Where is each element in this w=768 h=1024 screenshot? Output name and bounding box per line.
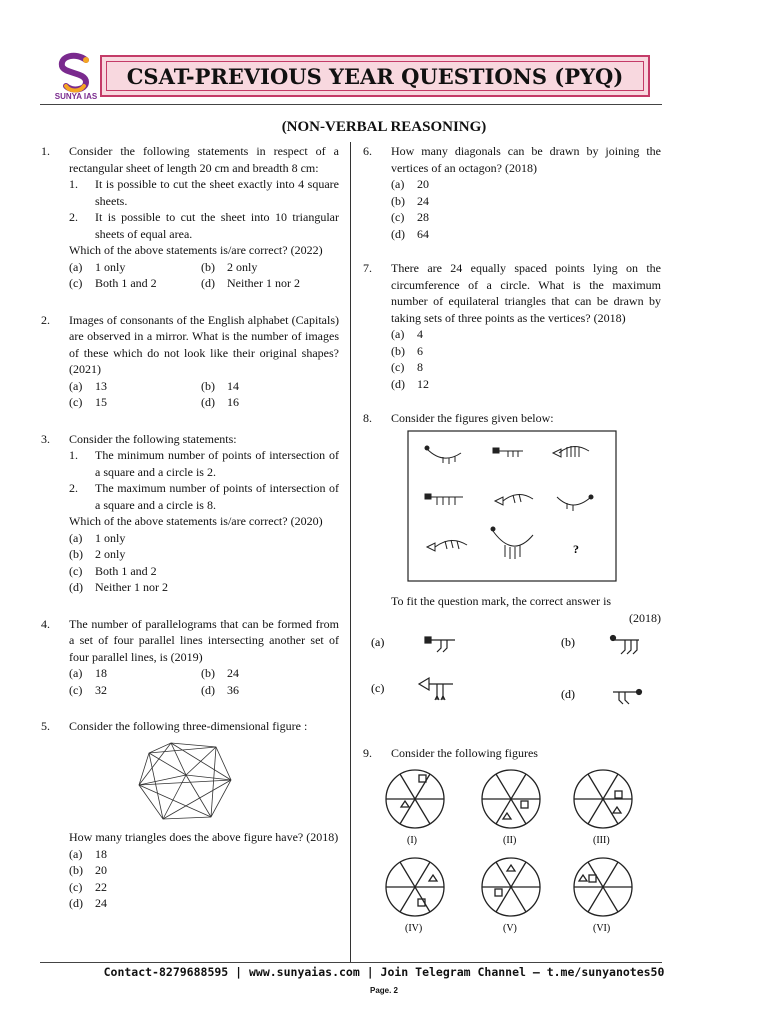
option-c: Both 1 and 2 <box>95 276 157 290</box>
figure-label: (IV) <box>405 923 423 934</box>
question-ask: To fit the question mark, the correct answer is <box>391 594 612 608</box>
figure-label: (I) <box>407 835 417 846</box>
question-text: The number of parallelograms that can be formed from a set of four parallel lines intersecting another set of four parallel lines, is (2019) <box>69 616 339 664</box>
figure-label: (VI) <box>593 923 611 934</box>
footer-contact: Contact-8279688595 | www.sunyaias.com | Join Telegram Channel – t.me/sunyanotes50 <box>103 965 665 979</box>
question-4: 4. The number of parallelograms that can be formed from a set of four parallel lines intersecting another set of four parallel lines, is (2019) (a) 18 (b) 24 (c) 32 (d) 36 <box>41 616 339 697</box>
statement-1: 1. The minimum number of points of intersection of a square and a circle is 2. <box>69 448 339 479</box>
answer-label-c: (c) <box>371 681 385 695</box>
option-b: 20 <box>95 863 107 877</box>
left-column <box>41 143 339 926</box>
circle-figures <box>363 761 661 941</box>
options-row: (a) 1 only (b) 2 only <box>69 259 258 274</box>
option-b: 24 <box>417 193 429 208</box>
question-number: 1. <box>41 144 50 158</box>
option-d: 12 <box>417 376 429 391</box>
question-1 <box>41 143 339 292</box>
question-text: There are 24 equally spaced points lying on the circumference of a circle. What is the maximum number of equilateral triangles that can be drawn by taking sets of three points as the vertices? (2018) <box>391 261 661 325</box>
option-a: 20 <box>417 177 429 191</box>
option-a: 18 <box>95 666 107 680</box>
option-a: 1 only <box>95 530 126 545</box>
option-d: Neither 1 nor 2 <box>95 580 168 594</box>
logo-text: SUNYA IAS <box>54 92 98 101</box>
statement-2: 2. It is possible to cut the sheet into 10 triangular sheets of equal area. <box>69 210 339 241</box>
answer-label-a: (a) <box>371 635 385 649</box>
option-b: 2 only <box>95 547 126 561</box>
option-c: 15 <box>95 395 107 409</box>
answer-label-d: (d) <box>561 687 575 701</box>
option-c: 32 <box>95 682 107 697</box>
right-column <box>363 143 661 960</box>
icosahedron-figure <box>41 735 339 825</box>
option-a: 4 <box>417 327 423 341</box>
figure-grid <box>363 427 661 589</box>
option-b: 6 <box>417 343 423 358</box>
question-ask: How many triangles does the above figure have? (2018) <box>69 830 339 844</box>
option-d: Neither 1 nor 2 <box>227 276 300 290</box>
option-d: 36 <box>227 682 239 697</box>
question-text: Consider the figures given below: <box>391 411 554 425</box>
footer-divider <box>40 962 662 963</box>
question-9: 9. Consider the following figures (I) (II) (III) (IV) (V) (VI) <box>363 745 661 946</box>
statement-2: 2. The maximum number of points of intersection of a square and a circle is 8. <box>69 481 339 512</box>
option-b: 14 <box>227 378 239 393</box>
page-number: Page. 2 <box>369 986 398 995</box>
section-title: (NON-VERBAL REASONING) <box>281 119 487 135</box>
option-c: 22 <box>95 879 107 894</box>
option-a: 18 <box>95 846 107 861</box>
question-text: Consider the following statements: <box>69 431 237 446</box>
question-text: Consider the following three-dimensional figure : <box>69 719 308 733</box>
option-a: 1 only <box>95 259 126 274</box>
option-c: 8 <box>417 360 423 374</box>
statement-1: 1. It is possible to cut the sheet exactly into 4 square sheets. <box>69 177 339 208</box>
question-text: Consider the following figures <box>391 745 538 760</box>
page-title: CSAT-PREVIOUS YEAR QUESTIONS (PYQ) <box>106 61 644 91</box>
option-c: 28 <box>417 210 429 224</box>
option-d: 24 <box>95 896 107 910</box>
figure-label: (V) <box>503 923 517 934</box>
figure-label: (II) <box>503 835 517 846</box>
question-2: 2. Images of consonants of the English alphabet (Capitals) are observed in a mirror. What is the number of images of these which do not look like their original shapes? (2021) (a) 13 (b) 14 (c) 15 (d) 16 <box>41 312 339 409</box>
option-b: 24 <box>227 666 239 680</box>
options-row: (c) Both 1 and 2 (d) Neither 1 nor 2 <box>69 276 300 290</box>
page-header <box>40 50 660 106</box>
answer-figures <box>363 626 661 726</box>
question-year: (2018) <box>629 610 661 625</box>
option-c: Both 1 and 2 <box>95 563 157 578</box>
column-divider <box>350 142 351 962</box>
question-text: How many diagonals can be drawn by joining the vertices of an octagon? (2018) <box>391 144 661 175</box>
question-5: 5. Consider the following three-dimensional figure : How many triangles does the above figure have? (2018) (a) 18 (b) 20 (c) 22 (d) 24 <box>41 719 339 910</box>
question-ask: Which of the above statements is/are correct? (2020) <box>69 514 323 528</box>
question-ask: Which of the above statements is/are correct? (2022) <box>69 243 323 257</box>
option-b: 2 only <box>227 259 258 274</box>
question-7: 7. There are 24 equally spaced points lying on the circumference of a circle. What is the maximum number of equilateral triangles that can be drawn by taking sets of three points as the vertices? (2018) (a) 4 (b) 6 (c) 8 (d) 12 <box>363 261 661 391</box>
header-divider <box>40 104 662 105</box>
question-text: Images of consonants of the English alphabet (Capitals) are observed in a mirror. What is the number of images of these which do not look like their original shapes? (2021) <box>69 312 339 376</box>
question-6: 6. How many diagonals can be drawn by joining the vertices of an octagon? (2018) (a) 20 (b) 24 (c) 28 (d) 64 <box>363 144 661 241</box>
question-3: 3. Consider the following statements: 1. The minimum number of points of intersection of a square and a circle is 2. 2. The maximum number of points of intersection of a square and a circle is 8. Which of the above statements is/are correct? (2020) (a) 1 only (b) 2 only (c) Both 1 and 2 (d) Neither 1 nor 2 <box>41 431 339 594</box>
option-d: 64 <box>417 226 429 241</box>
answer-label-b: (b) <box>561 635 575 649</box>
option-d: 16 <box>227 395 239 409</box>
question-mark: ? <box>573 541 579 556</box>
title-banner <box>100 55 650 97</box>
question-text: Consider the following statements in respect of a rectangular sheet of length 20 cm and breadth 8 cm: <box>69 144 339 175</box>
option-a: 13 <box>95 378 107 393</box>
figure-label: (III) <box>593 835 610 846</box>
question-8: 8. Consider the figures given below: ? To fit the question mark, the correct answer is (2018) (a) (b) (c) (d) <box>363 410 661 731</box>
